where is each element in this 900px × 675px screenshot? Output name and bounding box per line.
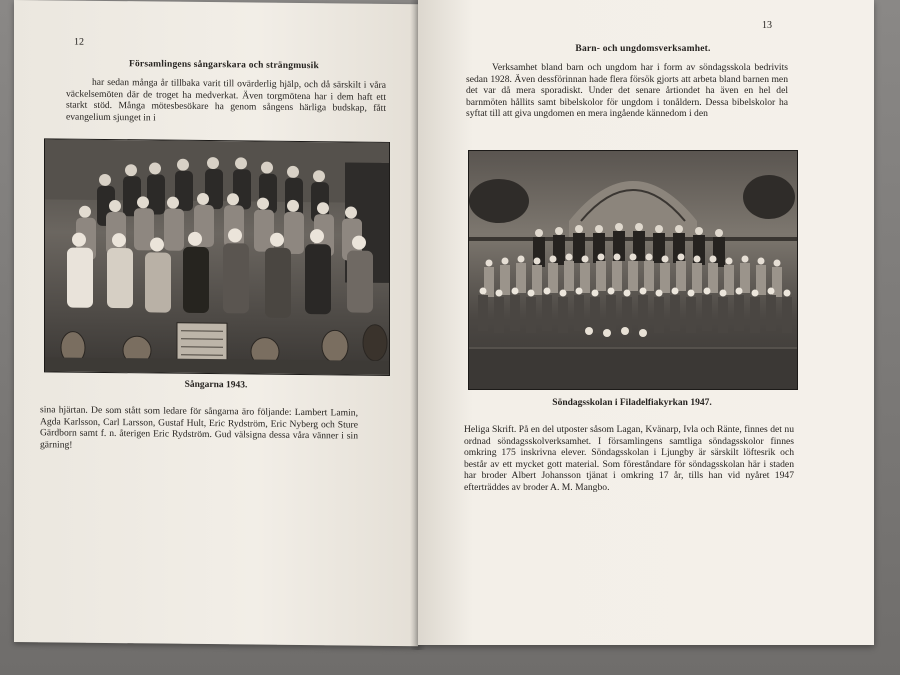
right-closing-paragraph: Heliga Skrift. På en del utposter såsom Lagan, Kvänarp, Ivla och Ränte, finnes det nu ordnad söndagsskolverksamhet. I församlingens samtliga söndagsskolor finnes omkring 175 inskrivna elever. Söndagsskolan i Ljungby är särskilt löftesrik och består av ett mycket gott material. Som föreståndare för söndagsskolan här i staden har broder Albert Johansson tjänat i omkring 17 år, tills han vid nyåret 1947 efterträddes av broder A. M. Mangbo. bbox=[464, 424, 794, 493]
left-page-number: 12 bbox=[74, 36, 84, 48]
singers-photo bbox=[44, 138, 390, 376]
right-intro-paragraph: Verksamhet bland barn och ungdom har i form av söndagsskola bedrivits sedan 1928. Även dessförinnan hade flera försök gjorts att arbeta bland barnen men det var då mera sporadiskt. Under det senare årtiondet ha även en hel del barnmöten hållits samt bibelskolor för ungdom i tonåldern. Dessa bibelskolor ha syftat till att giva ungdomen en mera ingående kännedom i den bbox=[466, 62, 788, 120]
sunday-school-group-illustration bbox=[469, 151, 797, 389]
singers-group-illustration bbox=[45, 139, 389, 375]
singers-photo-caption: Sångarna 1943. bbox=[184, 379, 248, 391]
right-page-heading: Barn- och ungdomsverksamhet. bbox=[575, 44, 711, 54]
sunday-school-photo bbox=[468, 150, 798, 390]
sunday-school-photo-caption: Söndagsskolan i Filadelfiakyrkan 1947. bbox=[552, 398, 712, 408]
right-page-number: 13 bbox=[762, 20, 772, 31]
left-intro-paragraph: har sedan många år tillbaka varit till ovärderlig hjälp, och då särskilt i våra väckelsemöten där de troget ha medverkat. Även torgmötena har i dem haft ett starkt stöd. Många mötesbesökare ha genom sångens härliga budskap, fått evangelium sjunget in i bbox=[66, 76, 386, 124]
left-page bbox=[14, 0, 418, 646]
left-page-heading: Församlingens sångarskara och strängmusik bbox=[128, 59, 320, 72]
left-closing-paragraph: sina hjärtan. De som stått som ledare för sångarna äro följande: Lambert Lamin, Agda Karlsson, Carl Larsson, Gustaf Hult, Eric Rydström, Eric Nyberg och Sture Gärdborn samt f. n. återigen Eric Rydström. Gud välsigna dessa våra vänner i sin gärning! bbox=[40, 404, 358, 451]
right-page bbox=[418, 0, 874, 645]
